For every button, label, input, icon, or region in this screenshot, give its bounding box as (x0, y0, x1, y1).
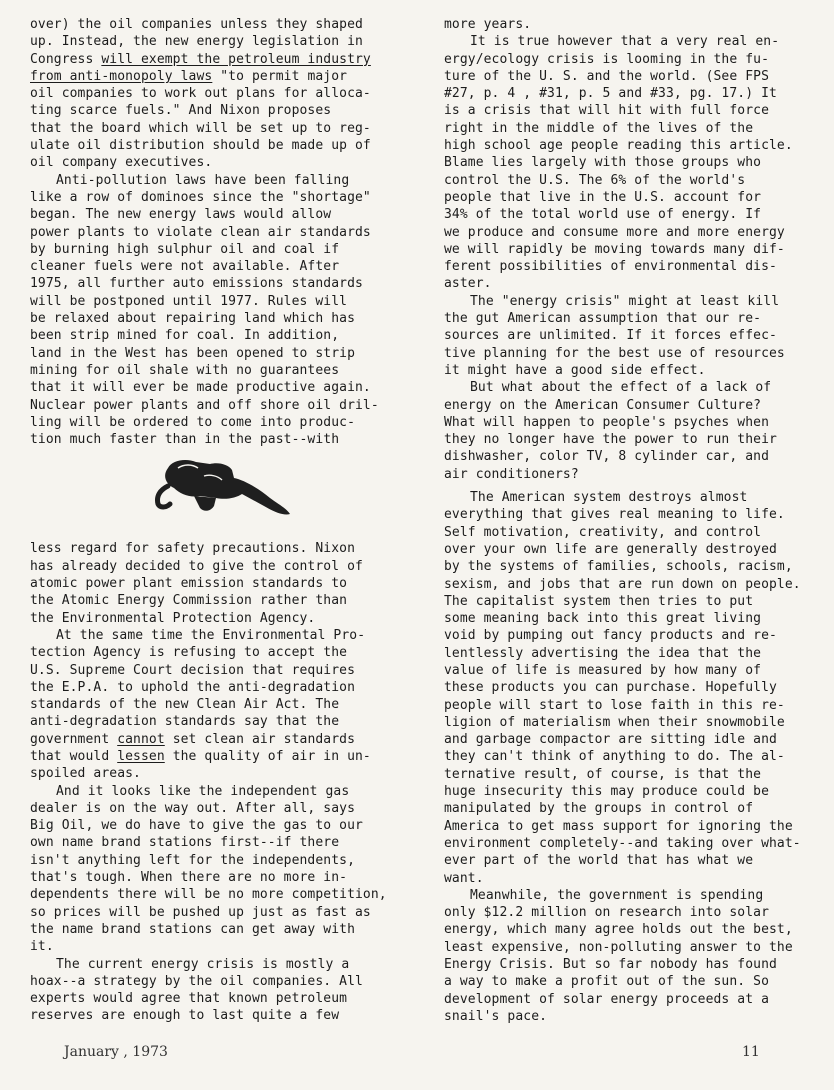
text-line: The capitalist system then tries to put (444, 593, 754, 609)
text-line: environment completely--and taking over what- (444, 835, 801, 851)
text-line: air conditioners? (444, 466, 579, 482)
text-line: been strip mined for coal. In addition, (30, 328, 340, 344)
text-line: atomic power plant emission standards to (30, 576, 348, 592)
text-line: U.S. Supreme Court decision that requires (30, 662, 355, 678)
text-line: ergy/ecology crisis is looming in the fu- (444, 51, 769, 67)
text-line: high school age people reading this article. (444, 138, 793, 154)
paragraph-consumer-culture (444, 379, 834, 483)
text-line: ever part of the world that has what we (444, 853, 754, 869)
underlined-text: from anti-monopoly laws (30, 68, 213, 84)
text-fragment: set clean air standards (164, 731, 356, 747)
text-line: #27, p. 4 , #31, p. 5 and #33, pg. 17.) It (444, 86, 777, 102)
text-line: Anti-pollution laws have been falling (56, 172, 350, 188)
text-line: they can't think of anything to do. The al- (444, 749, 785, 765)
text-line: But what about the effect of a lack of (470, 380, 772, 396)
text-line: tive planning for the best use of resources (444, 345, 785, 361)
text-line: isn't anything left for the independents, (30, 852, 355, 868)
paragraph-american-system (444, 489, 834, 887)
text-line: we produce and consume more and more energy (444, 224, 785, 240)
text-line: hoax--a strategy by the oil companies. All (30, 973, 363, 989)
text-line: be relaxed about repairing land which has (30, 311, 355, 327)
text-line: snail's pace. (444, 1008, 548, 1024)
text-line: that's tough. When there are no more in- (30, 870, 348, 886)
left-column (30, 16, 424, 1025)
text-fragment: government (30, 731, 118, 747)
text-line (30, 51, 424, 68)
text-line: a way to make a profit out of the sun. So (444, 974, 769, 990)
text-line: less regard for safety precautions. Nixon (30, 541, 355, 557)
text-fragment: "to permit major (212, 68, 348, 84)
text-line: they no longer have the power to run their (444, 432, 777, 448)
text-line: The "energy crisis" might at least kill (470, 293, 780, 309)
text-line: want. (444, 870, 484, 886)
underlined-text: cannot (117, 731, 165, 747)
text-line: anti-degradation standards say that the (30, 714, 340, 730)
oil-pump-nozzle-illustration (30, 448, 424, 540)
text-line: experts would agree that known petroleum (30, 991, 348, 1007)
text-line: America to get mass support for ignoring the (444, 818, 793, 834)
text-line: Meanwhile, the government is spending (470, 887, 764, 903)
text-line: more years. (444, 17, 532, 32)
paragraph-gut-assumption (444, 293, 834, 379)
text-line: lentlessly advertising the idea that the (444, 645, 762, 661)
text-line: and garbage compactor are sitting idle and (444, 732, 777, 748)
text-line: void by pumping out fancy products and re- (444, 628, 777, 644)
text-line: has already decided to give the control of (30, 558, 363, 574)
text-line: It is true however that a very real en- (470, 34, 780, 50)
paragraph-anti-pollution-laws (30, 172, 424, 449)
text-line: The current energy crisis is mostly a (56, 956, 350, 972)
text-line: people will start to lose faith in this re- (444, 697, 785, 713)
text-line: oil companies to work out plans for alloca- (30, 86, 371, 102)
text-line: sources are unlimited. If it forces effec- (444, 328, 777, 344)
text-line: power plants to violate clean air standards (30, 224, 371, 240)
text-line: over) the oil companies unless they shaped (30, 17, 363, 32)
text-line: dishwasher, color TV, 8 cylinder car, and (444, 449, 769, 465)
text-line: people that live in the U.S. account for (444, 189, 762, 205)
text-line: right in the middle of the lives of the (444, 120, 754, 136)
text-line: ternative result, of course, is that the (444, 766, 762, 782)
text-line: dependents there will be no more competition, (30, 887, 387, 903)
text-line: sexism, and jobs that are run down on people. (444, 576, 801, 592)
text-line: energy, which many agree holds out the best, (444, 922, 793, 938)
footer-date: January , 1973 (64, 1044, 168, 1060)
text-line: aster. (444, 276, 492, 292)
text-line: land in the West has been opened to strip (30, 345, 355, 361)
paragraph-independent-gas-dealer (30, 783, 424, 956)
text-line: tection Agency is refusing to accept the (30, 645, 348, 661)
text-line: we will rapidly be moving towards many dif- (444, 241, 785, 257)
text-line: Self motivation, creativity, and control (444, 524, 762, 540)
text-line: spoiled areas. (30, 766, 141, 782)
text-line: Nuclear power plants and off shore oil dril- (30, 397, 379, 413)
text-line: What will happen to people's psyches when (444, 414, 769, 430)
text-line: everything that gives real meaning to life. (444, 507, 785, 523)
text-line: manipulated by the groups in control of (444, 801, 754, 817)
text-line: 1975, all further auto emissions standards (30, 276, 363, 292)
text-line: it might have a good side effect. (444, 362, 706, 378)
text-line: ferent possibilities of environmental dis- (444, 259, 777, 275)
text-line: up. Instead, the new energy legislation in (30, 34, 363, 50)
text-line: by the systems of families, schools, racism, (444, 559, 793, 575)
paragraph-epa-clean-air-act (30, 627, 424, 783)
text-line: ligion of materialism when their snowmobile (444, 714, 785, 730)
text-line: over your own life are generally destroyed (444, 541, 777, 557)
paragraph-energy-crisis-hoax (30, 956, 424, 1025)
text-line: these products you can purchase. Hopefully (444, 680, 777, 696)
text-line: And it looks like the independent gas (56, 783, 350, 799)
text-line: ulate oil distribution should be made up of (30, 138, 371, 154)
text-line: cleaner fuels were not available. After (30, 259, 340, 275)
text-line: mining for oil shale with no guarantees (30, 362, 340, 378)
text-line (30, 748, 424, 765)
paragraph-real-energy-crisis (444, 33, 834, 292)
text-line: began. The new energy laws would allow (30, 207, 332, 223)
text-line: ting scarce fuels." And Nixon proposes (30, 103, 332, 119)
text-line: control the U.S. The 6% of the world's (444, 172, 746, 188)
text-line: huge insecurity this may produce could be (444, 784, 769, 800)
text-line: that the board which will be set up to reg- (30, 120, 371, 136)
underlined-text: lessen (117, 748, 165, 764)
text-line: the E.P.A. to uphold the anti-degradation (30, 679, 355, 695)
paragraph-more-years (444, 16, 834, 33)
text-line: oil company executives. (30, 155, 213, 171)
text-line: like a row of dominoes since the "shortage" (30, 189, 371, 205)
paragraph-nixon-oil-board (30, 16, 424, 172)
text-line: only $12.2 million on research into solar (444, 905, 769, 921)
text-line: dealer is on the way out. After all, says (30, 800, 355, 816)
text-line: the Atomic Energy Commission rather than (30, 593, 348, 609)
text-line (30, 68, 424, 85)
text-line: energy on the American Consumer Culture? (444, 397, 762, 413)
text-line: tion much faster than in the past--with (30, 432, 340, 448)
text-line: own name brand stations first--if there (30, 835, 340, 851)
text-line: the gut American assumption that our re- (444, 311, 762, 327)
paragraph-solar-energy (444, 887, 834, 1025)
text-line (30, 731, 424, 748)
text-fragment: that would (30, 748, 118, 764)
paragraph-safety-precautions (30, 540, 424, 626)
text-line: At the same time the Environmental Pro- (56, 627, 366, 643)
underlined-text: will exempt the petroleum industry (101, 51, 371, 67)
text-line: will be postponed until 1977. Rules will (30, 293, 348, 309)
text-line: Blame lies largely with those groups who (444, 155, 762, 171)
text-line: so prices will be pushed up just as fast as (30, 904, 371, 920)
text-line: least expensive, non-polluting answer to the (444, 939, 793, 955)
text-line: some meaning back into this great living (444, 611, 762, 627)
text-line: 34% of the total world use of energy. If (444, 207, 762, 223)
text-fragment: Congress (30, 51, 102, 67)
text-line: it. (30, 939, 54, 955)
text-line: Energy Crisis. But so far nobody has found (444, 957, 777, 973)
text-line: that it will ever be made productive again. (30, 380, 371, 396)
text-fragment: the quality of air in un- (164, 748, 371, 764)
text-line: reserves are enough to last quite a few (30, 1008, 340, 1024)
text-line: development of solar energy proceeds at a (444, 991, 769, 1007)
text-line: the name brand stations can get away with (30, 921, 355, 937)
gas-nozzle-icon (138, 454, 298, 526)
text-line: The American system destroys almost (470, 490, 748, 506)
text-line: is a crisis that will hit with full force (444, 103, 769, 119)
text-line: value of life is measured by how many of (444, 662, 762, 678)
text-line: ture of the U. S. and the world. (See FPS (444, 68, 769, 84)
right-column (444, 16, 834, 1025)
text-line: by burning high sulphur oil and coal if (30, 241, 340, 257)
text-line: ling will be ordered to come into produc- (30, 414, 355, 430)
text-line: standards of the new Clean Air Act. The (30, 697, 340, 713)
text-line: the Environmental Protection Agency. (30, 610, 316, 626)
text-line: Big Oil, we do have to give the gas to our (30, 818, 363, 834)
page-number: 11 (742, 1044, 760, 1060)
